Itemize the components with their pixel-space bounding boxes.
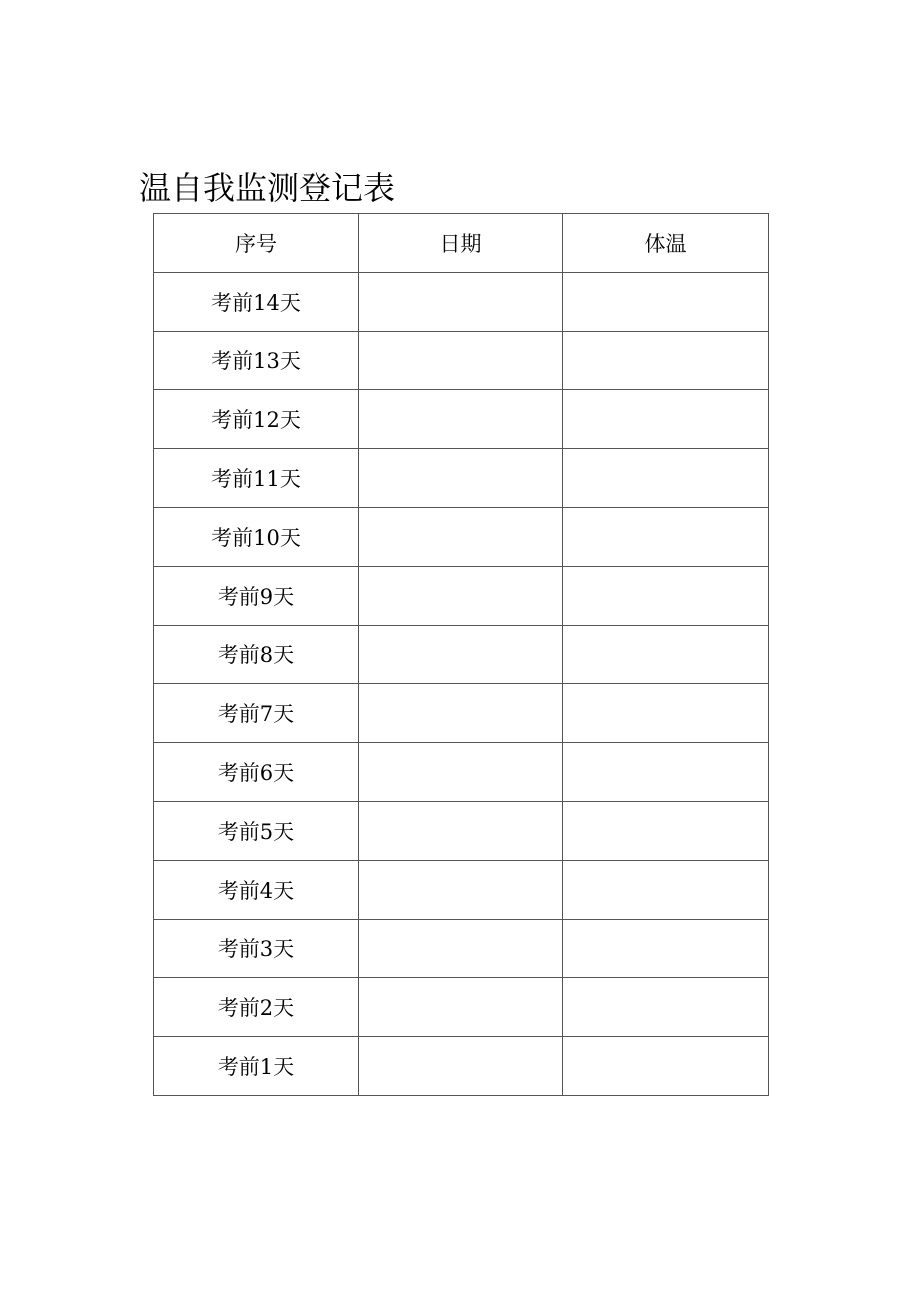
row-seq: 考前3天 [154, 919, 359, 978]
table-row [154, 684, 769, 743]
row-date-cell[interactable] [359, 978, 563, 1037]
row-seq: 考前14天 [154, 272, 359, 331]
row-seq: 考前1天 [154, 1037, 359, 1096]
row-temperature-cell[interactable] [563, 801, 769, 860]
row-temperature-cell[interactable] [563, 1037, 769, 1096]
row-temperature-cell[interactable] [563, 507, 769, 566]
row-date-cell[interactable] [359, 507, 563, 566]
row-date-cell[interactable] [359, 566, 563, 625]
table-row [154, 566, 769, 625]
table-row [154, 743, 769, 802]
table-row [154, 390, 769, 449]
row-temperature-cell[interactable] [563, 566, 769, 625]
header-seq: 序号 [154, 214, 359, 273]
table-row [154, 507, 769, 566]
row-date-cell[interactable] [359, 801, 563, 860]
table-row [154, 449, 769, 508]
row-temperature-cell[interactable] [563, 390, 769, 449]
row-date-cell[interactable] [359, 684, 563, 743]
table-row [154, 272, 769, 331]
row-seq: 考前13天 [154, 331, 359, 390]
row-date-cell[interactable] [359, 449, 563, 508]
row-temperature-cell[interactable] [563, 860, 769, 919]
table-row [154, 331, 769, 390]
row-seq: 考前11天 [154, 449, 359, 508]
table-row [154, 625, 769, 684]
table-row [154, 978, 769, 1037]
row-date-cell[interactable] [359, 272, 563, 331]
row-date-cell[interactable] [359, 390, 563, 449]
row-temperature-cell[interactable] [563, 449, 769, 508]
row-seq: 考前7天 [154, 684, 359, 743]
row-date-cell[interactable] [359, 860, 563, 919]
row-temperature-cell[interactable] [563, 331, 769, 390]
table-row [154, 1037, 769, 1096]
row-seq: 考前10天 [154, 507, 359, 566]
row-seq: 考前9天 [154, 566, 359, 625]
header-temperature: 体温 [563, 214, 769, 273]
table-header-row [154, 214, 769, 273]
row-seq: 考前12天 [154, 390, 359, 449]
row-date-cell[interactable] [359, 919, 563, 978]
table-row [154, 860, 769, 919]
row-date-cell[interactable] [359, 1037, 563, 1096]
row-temperature-cell[interactable] [563, 625, 769, 684]
row-seq: 考前5天 [154, 801, 359, 860]
row-seq: 考前2天 [154, 978, 359, 1037]
row-seq: 考前4天 [154, 860, 359, 919]
row-temperature-cell[interactable] [563, 743, 769, 802]
row-temperature-cell[interactable] [563, 919, 769, 978]
table-row [154, 801, 769, 860]
row-temperature-cell[interactable] [563, 684, 769, 743]
row-date-cell[interactable] [359, 331, 563, 390]
document-title: 温自我监测登记表 [139, 169, 396, 207]
row-temperature-cell[interactable] [563, 272, 769, 331]
header-date: 日期 [359, 214, 563, 273]
row-seq: 考前6天 [154, 743, 359, 802]
row-date-cell[interactable] [359, 743, 563, 802]
row-date-cell[interactable] [359, 625, 563, 684]
row-temperature-cell[interactable] [563, 978, 769, 1037]
table-row [154, 919, 769, 978]
temperature-log-table [153, 213, 769, 1096]
row-seq: 考前8天 [154, 625, 359, 684]
